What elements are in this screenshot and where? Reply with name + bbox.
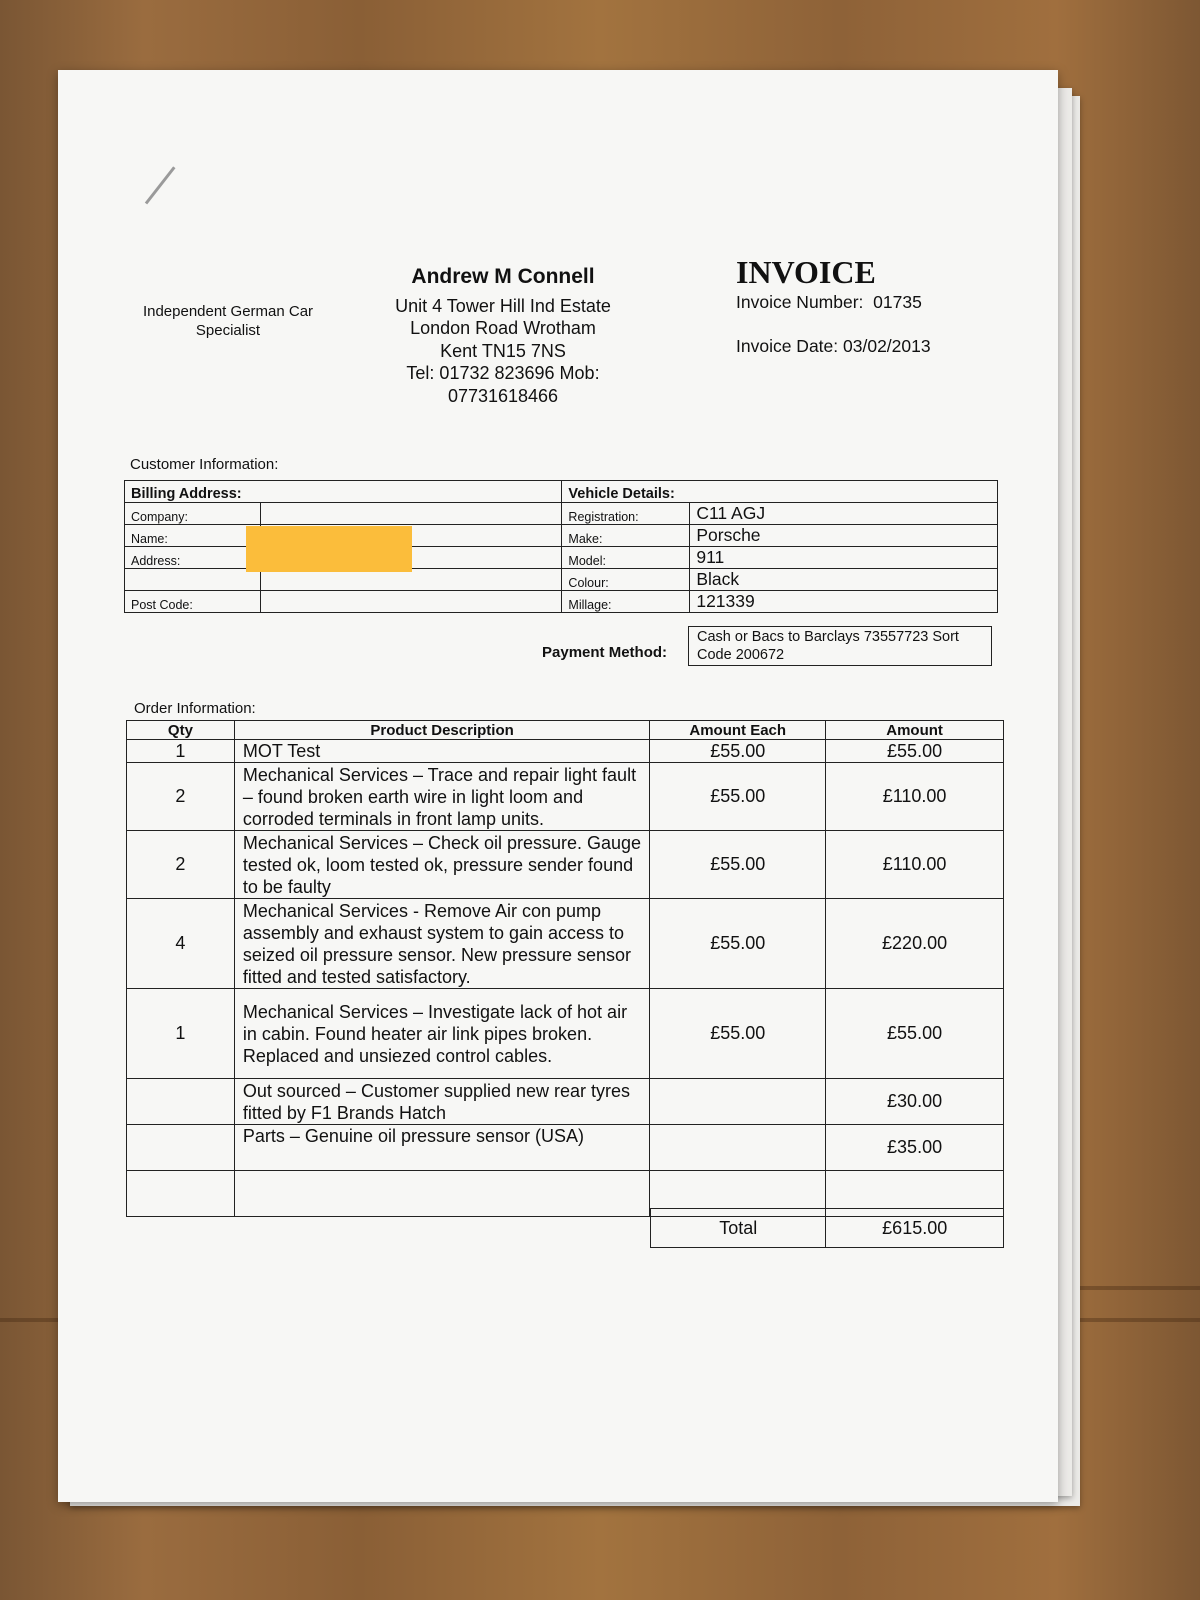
vehicle-header: Vehicle Details: xyxy=(562,481,998,503)
total-label: Total xyxy=(651,1209,826,1248)
billing-header: Billing Address: xyxy=(125,481,562,503)
payment-method-box: Cash or Bacs to Barclays 73557723 Sort Code 200672 xyxy=(688,626,992,666)
vehicle-label: Model: xyxy=(562,547,690,569)
col-header-amount: Amount xyxy=(826,721,1004,740)
invoice-date: 03/02/2013 xyxy=(843,336,931,356)
row-each: £55.00 xyxy=(650,831,826,899)
col-header-desc: Product Description xyxy=(234,721,649,740)
row-qty xyxy=(127,1171,235,1217)
field-label: Company: xyxy=(125,503,261,525)
vehicle-value: Porsche xyxy=(690,525,998,547)
row-each: £55.00 xyxy=(650,899,826,989)
row-amount: £55.00 xyxy=(826,989,1004,1079)
row-qty: 4 xyxy=(127,899,235,989)
order-row xyxy=(127,763,1004,831)
order-table xyxy=(126,720,1004,1217)
row-amount: £35.00 xyxy=(826,1125,1004,1171)
row-desc xyxy=(234,1171,649,1217)
order-row xyxy=(127,989,1004,1079)
row-qty xyxy=(127,1079,235,1125)
row-desc: Mechanical Services – Investigate lack of hot air in cabin. Found heater air link pipes broken. Replaced and unsiezed control cables. xyxy=(234,989,649,1079)
business-tagline: Independent German Car Specialist xyxy=(142,303,314,339)
row-desc: Out sourced – Customer supplied new rear tyres fitted by F1 Brands Hatch xyxy=(234,1079,649,1125)
vehicle-value: Black xyxy=(690,569,998,591)
row-desc: Mechanical Services - Remove Air con pump assembly and exhaust system to gain access to seized oil pressure sensor. New pressure sensor fitted and tested satisfactory. xyxy=(234,899,649,989)
invoice-title: INVOICE xyxy=(736,254,876,290)
business-name: Andrew M Connell xyxy=(411,265,595,288)
address-line: Unit 4 Tower Hill Ind Estate xyxy=(395,295,611,316)
row-desc: MOT Test xyxy=(234,740,649,763)
vehicle-value: 911 xyxy=(690,547,998,569)
business-header xyxy=(358,266,648,407)
invoice-number: 01735 xyxy=(873,292,922,312)
row-amount: £110.00 xyxy=(826,831,1004,899)
invoice-page xyxy=(58,70,1058,1502)
order-row xyxy=(127,740,1004,763)
vehicle-label: Registration: xyxy=(562,503,690,525)
staple xyxy=(145,166,176,204)
address-line: 07731618466 xyxy=(447,385,559,406)
row-amount: £55.00 xyxy=(826,740,1004,763)
address-line: London Road Wrotham xyxy=(410,318,596,338)
customer-section-label: Customer Information: xyxy=(130,456,279,473)
col-header-qty: Qty xyxy=(127,721,235,740)
row-qty xyxy=(127,1125,235,1171)
field-label: Post Code: xyxy=(125,591,261,613)
order-section-label: Order Information: xyxy=(134,700,256,717)
field-label xyxy=(125,569,261,591)
row-qty: 1 xyxy=(127,989,235,1079)
row-amount: £220.00 xyxy=(826,899,1004,989)
field-label: Address: xyxy=(125,547,261,569)
row-desc: Mechanical Services – Trace and repair light fault – found broken earth wire in light loom and corroded terminals in front lamp units. xyxy=(234,763,649,831)
row-each: £55.00 xyxy=(650,763,826,831)
row-qty: 1 xyxy=(127,740,235,763)
vehicle-label: Millage: xyxy=(562,591,690,613)
row-each: £55.00 xyxy=(650,989,826,1079)
row-desc: Mechanical Services – Check oil pressure. Gauge tested ok, loom tested ok, pressure sender found to be faulty xyxy=(234,831,649,899)
row-qty: 2 xyxy=(127,763,235,831)
order-row xyxy=(127,899,1004,989)
row-desc: Parts – Genuine oil pressure sensor (USA) xyxy=(234,1125,649,1171)
row-amount: £110.00 xyxy=(826,763,1004,831)
total-table xyxy=(650,1208,1004,1248)
floor-board-seam xyxy=(1060,1286,1200,1290)
order-row xyxy=(127,831,1004,899)
vehicle-label: Make: xyxy=(562,525,690,547)
vehicle-value: 121339 xyxy=(690,591,998,613)
payment-label: Payment Method: xyxy=(542,644,668,661)
field-label: Name: xyxy=(125,525,261,547)
vehicle-label: Colour: xyxy=(562,569,690,591)
vehicle-value: C11 AGJ xyxy=(690,503,998,525)
address-line: Kent TN15 7NS xyxy=(440,340,566,361)
row-amount: £30.00 xyxy=(826,1079,1004,1125)
invoice-date-line xyxy=(736,336,931,357)
order-row xyxy=(127,1125,1004,1171)
row-qty: 2 xyxy=(127,831,235,899)
invoice-date-label: Invoice Date: xyxy=(736,336,839,356)
order-row xyxy=(127,1079,1004,1125)
invoice-number-line xyxy=(736,292,922,313)
row-each: £55.00 xyxy=(650,740,826,763)
address-line: Tel: 01732 823696 Mob: xyxy=(406,363,600,383)
invoice-number-label: Invoice Number: xyxy=(736,292,864,312)
field-value xyxy=(260,591,562,613)
col-header-each: Amount Each xyxy=(650,721,826,740)
total-amount: £615.00 xyxy=(826,1209,1004,1248)
row-each xyxy=(650,1079,826,1125)
row-each xyxy=(650,1125,826,1171)
redaction-box xyxy=(246,526,412,572)
field-value xyxy=(260,503,562,525)
